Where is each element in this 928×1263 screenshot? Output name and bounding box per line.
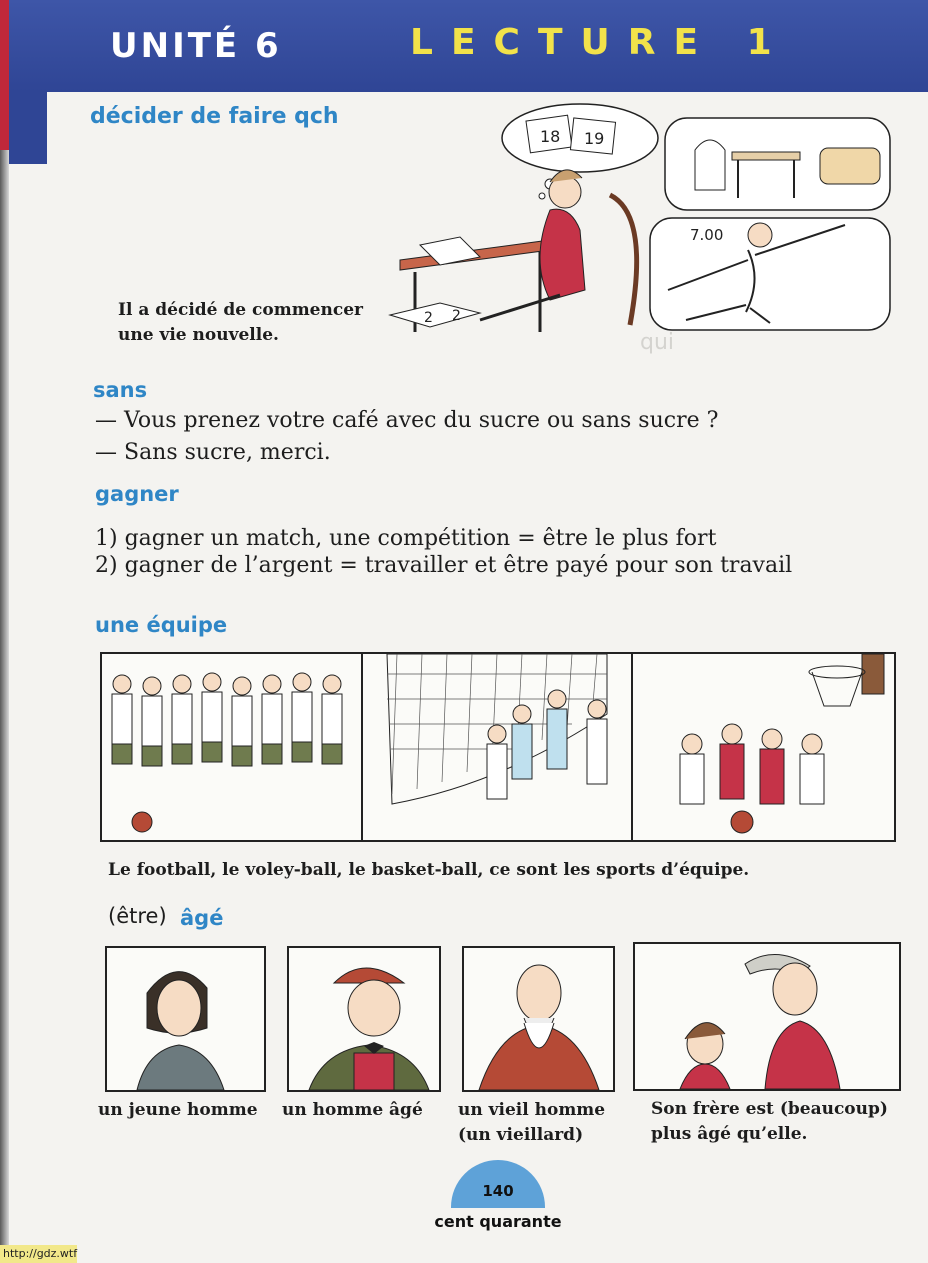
- heading-sans: sans: [93, 378, 148, 402]
- page-binding-edge: [0, 0, 9, 1263]
- brother-sister-portrait: [633, 942, 901, 1091]
- clock-time: 7.00: [690, 226, 724, 244]
- calendar-right-number: 19: [584, 129, 605, 148]
- caption-equipe: Le football, le voley-ball, le basket-ball, ce sont les sports d’équipe.: [108, 860, 750, 880]
- header-banner-tab: [9, 92, 47, 164]
- show-through-ghost: qui: [640, 330, 675, 355]
- caption-brother-sister-line-2: plus âgé qu’elle.: [651, 1124, 808, 1144]
- watermark-link[interactable]: http://gdz.wtf: [0, 1245, 77, 1263]
- caption-old-man-line-2: (un vieillard): [458, 1125, 584, 1145]
- unit-title: UNITÉ 6: [110, 26, 282, 66]
- page-number-words: cent quarante: [434, 1212, 562, 1231]
- heading-age-prefix: (être): [108, 904, 167, 928]
- young-man-portrait: [105, 946, 266, 1092]
- old-man-portrait: [462, 946, 615, 1092]
- caption-decider: [118, 298, 363, 348]
- gagner-line-2: 2) gagner de l’argent = travailler et être payé pour son travail: [95, 553, 793, 578]
- caption-decider-line-1: Il a décidé de commencer: [118, 300, 363, 320]
- old-man-drawing: [464, 948, 613, 1090]
- heading-equipe: une équipe: [95, 613, 228, 637]
- heading-age: âgé: [180, 906, 224, 930]
- caption-brother-sister-line-1: Son frère est (beaucoup): [651, 1099, 888, 1119]
- page-number: 140: [482, 1182, 514, 1200]
- book-page-right: 2: [452, 308, 461, 324]
- caption-old-man: [458, 1098, 605, 1148]
- brother-sister-drawing: [635, 944, 899, 1089]
- team-sports-drawing: [102, 654, 894, 840]
- heading-decider: décider de faire qch: [90, 104, 339, 129]
- illustration-decider: [360, 100, 900, 340]
- caption-old-man-line-1: un vieil homme: [458, 1100, 606, 1120]
- team-sports-illustration: [100, 652, 896, 842]
- caption-brother-sister: [651, 1097, 888, 1147]
- red-edge-strip: [0, 0, 9, 150]
- older-man-portrait: [287, 946, 441, 1092]
- gagner-line-1: 1) gagner un match, une compétition = être le plus fort: [95, 526, 717, 551]
- heading-gagner: gagner: [95, 482, 179, 506]
- caption-young-man: un jeune homme: [98, 1100, 258, 1120]
- sans-line-1: — Vous prenez votre café avec du sucre ou sans sucre ?: [95, 408, 719, 433]
- caption-decider-line-2: une vie nouvelle.: [118, 325, 279, 345]
- caption-older-man: un homme âgé: [282, 1100, 423, 1120]
- lecture-title: LECTURE 1: [410, 22, 790, 63]
- older-man-drawing: [289, 948, 439, 1090]
- sans-line-2: — Sans sucre, merci.: [95, 440, 331, 465]
- young-man-drawing: [107, 948, 264, 1090]
- calendar-left-number: 18: [540, 127, 561, 146]
- book-page-left: 2: [424, 310, 433, 326]
